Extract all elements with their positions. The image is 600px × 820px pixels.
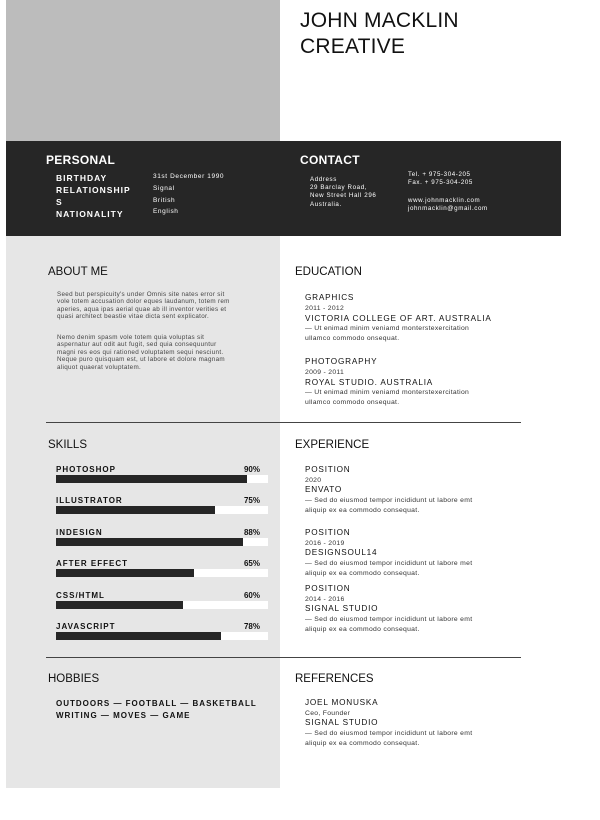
about-line: aliquot quaerat voluptatem. [57,363,142,371]
email-link[interactable]: johnmacklin@gmail.com [408,205,488,213]
contact-address [310,176,376,209]
experience-desc: aliquip ex ea commodo consequat. [305,570,420,577]
skill-bar-track [56,569,268,577]
profile-photo-placeholder [6,0,280,141]
skill-percent: 65% [243,559,260,569]
skill-bar-fill [56,632,221,640]
skill-percent: 60% [243,590,260,600]
personal-values [153,171,224,218]
experience-position: POSITION [305,528,351,537]
skill-bar-fill [56,569,194,577]
experience-desc: — Sed do eiusmod tempor incididunt ut labore emt [305,497,473,504]
experience-company: DESIGNSOUL14 [305,548,378,557]
skill-label: ILLUSTRATOR [56,496,123,506]
about-line: Seed but perspicuity's under Omnis site nates error sit [57,291,225,298]
label-relationship-cont: S [56,197,63,207]
value-language: English [153,208,179,216]
skill-percent: 78% [243,621,260,631]
personal-title: PERSONAL [46,153,116,167]
hobbies-title: HOBBIES [48,673,100,685]
education-desc: — Ut enimad minim veniamd monterstexercitation [305,389,470,396]
education-school: VICTORIA COLLEGE OF ART. AUSTRALIA [305,314,492,323]
experience-years: 2016 - 2019 [305,540,345,547]
reference-role: Ceo, Founder [305,710,351,717]
skill-row [56,559,268,590]
about-line: Nemo denim spasm vole totem quia voluptas sit [57,334,205,341]
skill-bar-fill [56,601,183,609]
experience-desc: aliquip ex ea commodo consequat. [305,626,420,633]
about-line: aperies, aqua ipas aerial quae ab ill inventor verities et [57,305,227,313]
personal-labels [56,172,131,220]
page-title [300,8,459,60]
about-line: magni res eos qui rationed voluptatem sequi nesciunt. [57,348,224,356]
skill-row [56,496,268,527]
contact-title: CONTACT [300,153,360,167]
skill-bar-track [56,475,268,483]
name-line-2: CREATIVE [300,35,406,58]
education-list [305,293,515,413]
education-field: GRAPHICS [305,293,355,302]
skill-label: INDESIGN [56,527,103,537]
education-years: 2011 - 2012 [305,305,345,312]
reference-desc: — Sed do eiusmod tempor incididunt ut labore emt [305,730,473,737]
skill-percent: 88% [243,527,260,537]
address-line: Australia. [310,200,342,208]
experience-years: 2014 - 2016 [305,596,345,603]
skill-bar-fill [56,506,215,514]
references-title: REFERENCES [295,673,374,685]
experience-desc: — Sed do eiusmod tempor incididunt ut labore met [305,560,473,567]
skill-bar-track [56,632,268,640]
hobbies-line: WRITING — MOVES — GAME [56,711,191,720]
fax-value: Fax. + 975-304-205 [408,179,473,187]
reference-desc: aliquip ex ea commodo consequat. [305,740,420,747]
about-paragraph-2 [57,334,275,371]
address-line: New Street Hall 296 [310,192,377,200]
experience-position: POSITION [305,584,351,593]
skill-label: PHOTOSHOP [56,465,116,474]
experience-desc: aliquip ex ea commodo consequat. [305,507,420,514]
education-field: PHOTOGRAPHY [305,357,378,366]
hobbies-list [56,698,257,722]
value-birthday: 31st December 1990 [153,173,225,180]
skill-row [56,528,268,559]
skill-row [56,622,268,653]
contact-online [408,197,488,213]
experience-position: POSITION [305,465,351,474]
experience-title: EXPERIENCE [295,439,370,451]
skill-row [56,465,268,496]
skill-label: JAVASCRIPT [56,621,116,631]
tel-value: Tel. + 975-304-205 [408,171,471,178]
about-title: ABOUT ME [48,266,108,278]
experience-years: 2020 [305,477,322,484]
contact-phones [408,171,473,187]
experience-company: ENVATO [305,485,343,494]
skill-bar-track [56,538,268,546]
experience-company: SIGNAL STUDIO [305,604,379,613]
skill-bar-track [56,601,268,609]
skill-bar-fill [56,538,243,546]
skill-label: AFTER EFFECT [56,559,128,569]
about-line: vole totem accusation dolor eques laudanum, totem rem [57,298,230,306]
value-relationship: Signal [153,184,175,192]
about-line: aspernatur aut odit aut fugit, sed quia consequuntur [57,341,217,349]
education-desc: — Ut enimad minim veniamd monterstexercitation [305,325,470,332]
address-line: 29 Barclay Road, [310,184,368,192]
education-desc: ullamco commodo onsequat. [305,399,400,406]
experience-entry [305,528,515,579]
skill-percent: 75% [243,496,260,506]
label-nationality: NATIONALITY [56,209,124,219]
education-title: EDUCATION [295,266,362,278]
skills-title: SKILLS [48,439,87,451]
hobbies-line: OUTDOORS — FOOTBALL — BASKETBALL [56,699,257,708]
experience-entry [305,465,515,516]
label-birthday: BIRTHDAY [56,173,108,183]
education-school: ROYAL STUDIO. AUSTRALIA [305,378,434,387]
label-relationship: RELATIONSHIP [56,185,131,195]
education-desc: ullamco commodo onsequat. [305,335,400,342]
name-line-1: JOHN MACKLIN [300,9,459,32]
info-band [6,141,561,236]
skill-bar-track [56,506,268,514]
skill-label: CSS/HTML [56,590,105,600]
skill-row [56,591,268,622]
education-entry [305,357,515,408]
section-divider [46,422,521,423]
about-line: Neque puro quisquam est, ut labore et dolore magnam [57,356,225,364]
experience-desc: — Sed do eiusmod tempor incididunt ut labore emt [305,616,473,623]
skill-bar-fill [56,475,247,483]
reference-entry [305,698,515,749]
reference-company: SIGNAL STUDIO [305,718,379,727]
about-paragraph-1 [57,291,275,321]
address-line: Address [310,176,337,183]
education-entry [305,293,515,344]
skill-percent: 90% [243,465,260,474]
experience-list [305,465,515,635]
value-nationality: British [153,196,176,204]
section-divider [46,657,521,658]
skills-list [56,465,268,653]
education-years: 2009 - 2011 [305,369,345,376]
website-link[interactable]: www.johnmacklin.com [408,197,481,204]
reference-name: JOEL MONUSKA [305,698,379,707]
about-line: quasi architect beastie vitae dicta sent explicator. [57,313,210,321]
experience-entry [305,584,515,635]
